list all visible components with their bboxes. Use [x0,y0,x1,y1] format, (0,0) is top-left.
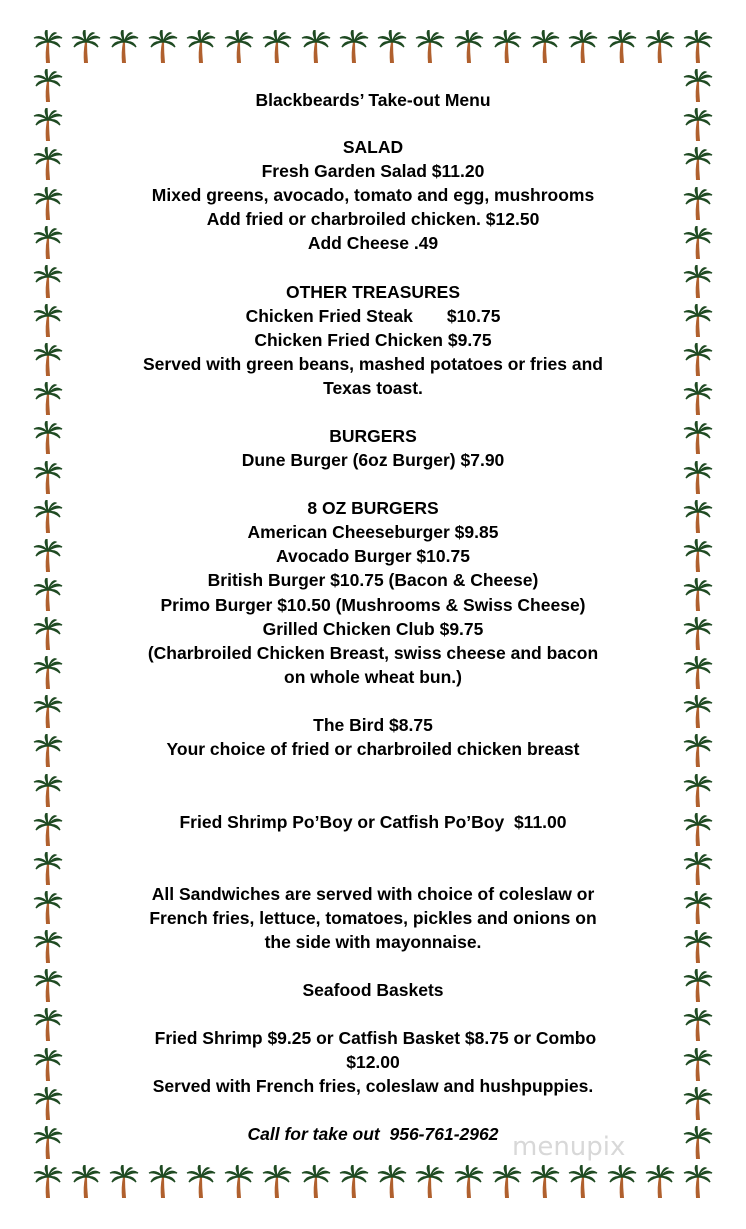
palm-tree-icon [530,30,560,64]
palm-tree-icon [415,1165,445,1199]
menu-line: Chicken Fried Chicken $9.75 [254,330,492,350]
palm-tree-icon [33,852,63,886]
menu-line: Fried Shrimp $9.25 or Catfish Basket $8.75 or Combo [149,1028,597,1048]
menu-line: Fresh Garden Salad $11.20 [261,161,485,181]
other-treasures-heading: OTHER TREASURES [285,282,461,302]
menu-line: Add Cheese .49 [307,233,439,253]
palm-tree-icon [262,30,292,64]
palm-tree-icon [683,1165,713,1199]
palm-tree-icon [109,1165,139,1199]
seafood-baskets-heading: Seafood Baskets [302,980,444,1000]
menu-line: Your choice of fried or charbroiled chicken breast [166,739,580,759]
8oz-burgers-heading: 8 OZ BURGERS [307,498,439,518]
menu-line: Texas toast. [323,378,423,398]
palm-tree-icon [568,1165,598,1199]
salad-heading: SALAD [342,137,404,157]
palm-tree-icon [607,1165,637,1199]
watermark: menupix [512,1132,626,1162]
palm-tree-icon [109,30,139,64]
menu-line: Chicken Fried Steak $10.75 [245,306,501,326]
the-bird-item: The Bird $8.75 [313,715,433,735]
menu-line: on whole wheat bun.) [284,667,462,687]
palm-tree-icon [71,30,101,64]
palm-tree-icon [645,1165,675,1199]
menu-line: Dune Burger (6oz Burger) $7.90 [241,450,505,470]
burgers-heading: BURGERS [329,426,417,446]
palm-tree-icon [607,30,637,64]
poboy-item: Fried Shrimp Po’Boy or Catfish Po’Boy $11.00 [179,812,567,832]
palm-tree-icon [33,1165,63,1199]
palm-tree-icon [454,30,484,64]
palm-tree-icon [224,1165,254,1199]
menu-line: American Cheeseburger $9.85 [247,522,499,542]
palm-tree-icon [33,774,63,808]
menu-line: Served with French fries, coleslaw and hushpuppies. [152,1076,594,1096]
palm-tree-icon [645,30,675,64]
palm-tree-icon [339,1165,369,1199]
palm-tree-icon [186,30,216,64]
menu-line: Grilled Chicken Club $9.75 [262,619,484,639]
menu-line: Served with green beans, mashed potatoes or fries and [143,354,603,374]
menu-line: Mixed greens, avocado, tomato and egg, mushrooms [151,185,595,205]
menu-line: All Sandwiches are served with choice of coleslaw or [151,884,595,904]
menu-line: $12.00 [346,1052,400,1072]
palm-tree-icon [33,30,63,64]
palm-tree-icon [339,30,369,64]
palm-tree-icon [148,30,178,64]
palm-tree-icon [301,1165,331,1199]
palm-tree-icon [492,30,522,64]
menu-line: British Burger $10.75 (Bacon & Cheese) [207,570,539,590]
menu-line: Avocado Burger $10.75 [276,546,470,566]
palm-tree-icon [377,1165,407,1199]
palm-tree-icon [530,1165,560,1199]
menu-line: the side with mayonnaise. [264,932,482,952]
palm-tree-icon [224,30,254,64]
menu-line: Add fried or charbroiled chicken. $12.50 [206,209,540,229]
palm-tree-icon [683,852,713,886]
menu-title: Blackbeards’ Take-out Menu [255,90,491,110]
menu-line: Primo Burger $10.50 (Mushrooms & Swiss Cheese) [160,595,586,615]
palm-tree-icon [377,30,407,64]
palm-tree-icon [492,1165,522,1199]
palm-tree-icon [415,30,445,64]
palm-tree-icon [454,1165,484,1199]
palm-tree-icon [262,1165,292,1199]
menu-line: (Charbroiled Chicken Breast, swiss cheese and bacon [147,643,599,663]
palm-tree-icon [148,1165,178,1199]
palm-tree-icon [301,30,331,64]
palm-tree-icon [186,1165,216,1199]
palm-tree-icon [71,1165,101,1199]
menu-line: French fries, lettuce, tomatoes, pickles and onions on [149,908,597,928]
palm-tree-icon [683,30,713,64]
call-for-takeout: Call for take out 956-761-2962 [247,1124,499,1144]
palm-tree-icon [568,30,598,64]
palm-tree-icon [683,774,713,808]
